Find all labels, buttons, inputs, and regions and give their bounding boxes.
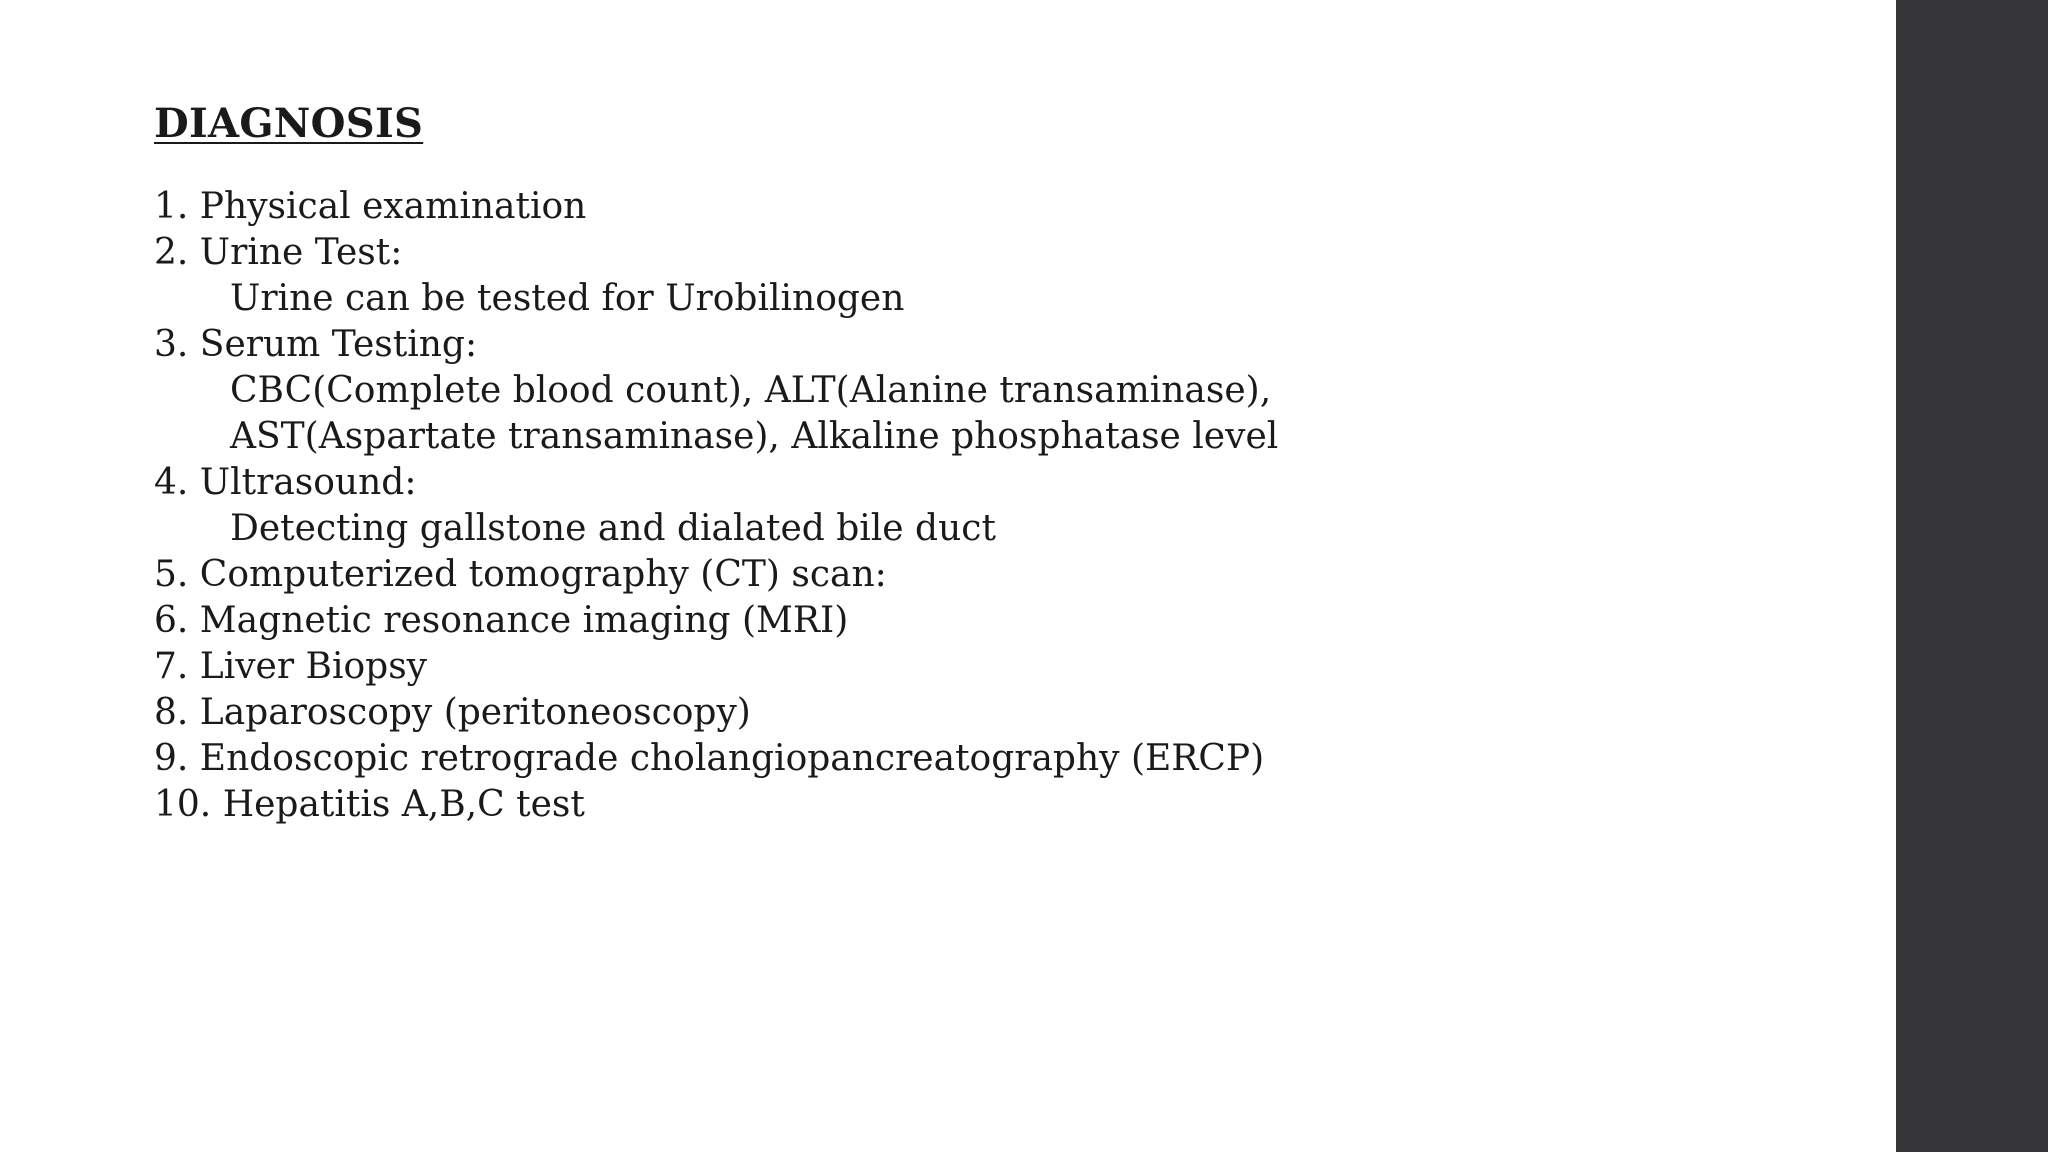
list-item-detail: Detecting gallstone and dialated bile duct: [230, 508, 996, 549]
list-item: [154, 230, 1854, 322]
diagnosis-list: [154, 184, 1854, 828]
list-item-text: 1. Physical examination: [154, 186, 587, 227]
list-item-text: 2. Urine Test:: [154, 232, 403, 273]
list-item: [154, 644, 1854, 690]
list-item: [154, 460, 1854, 552]
list-item-text: 3. Serum Testing:: [154, 324, 478, 365]
list-item-text: 9. Endoscopic retrograde cholangiopancreatography (ERCP): [154, 738, 1265, 779]
list-item-detail: CBC(Complete blood count), ALT(Alanine transaminase),: [230, 370, 1272, 411]
list-item-text: 8. Laparoscopy (peritoneoscopy): [154, 692, 751, 733]
list-item: [154, 782, 1854, 828]
slide-content: [154, 96, 1854, 828]
list-item: [154, 690, 1854, 736]
list-item: [154, 736, 1854, 782]
list-item-text: 7. Liver Biopsy: [154, 646, 428, 687]
list-item: [154, 552, 1854, 598]
list-item: [154, 184, 1854, 230]
list-item-text: 6. Magnetic resonance imaging (MRI): [154, 600, 849, 641]
slide-title: DIAGNOSIS: [154, 100, 424, 147]
list-item: [154, 598, 1854, 644]
side-accent-bar: [1896, 0, 2048, 1152]
list-item: [154, 322, 1854, 460]
list-item-text: 5. Computerized tomography (CT) scan:: [154, 554, 887, 595]
list-item-detail: Urine can be tested for Urobilinogen: [230, 278, 905, 319]
list-item-detail: AST(Aspartate transaminase), Alkaline phosphatase level: [230, 416, 1279, 457]
list-item-text: 4. Ultrasound:: [154, 462, 417, 503]
list-item-text: 10. Hepatitis A,B,C test: [154, 784, 585, 825]
